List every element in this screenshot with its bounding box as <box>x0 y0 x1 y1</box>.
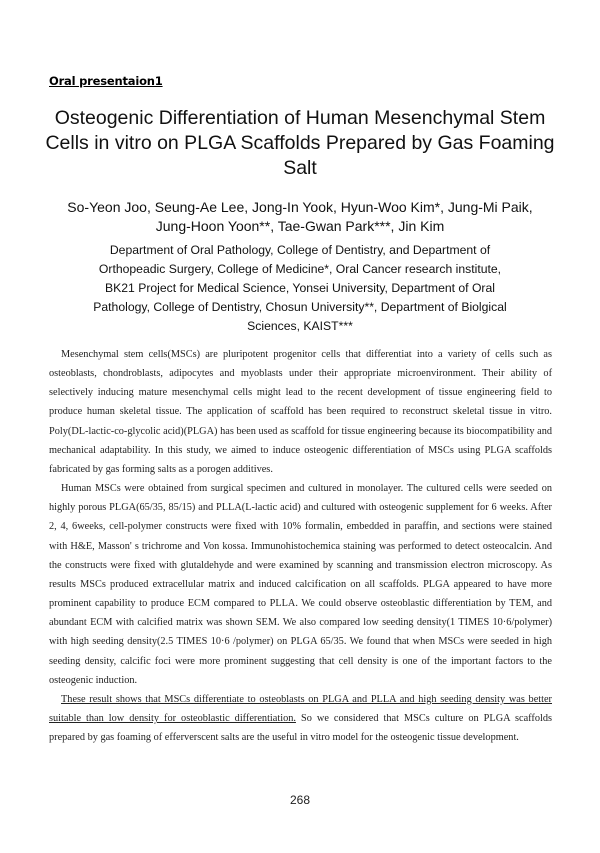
abstract-paragraph-2: Human MSCs were obtained from surgical specimen and cultured in monolayer. The cultured cells were seeded on highly porous PLGA(65/35, 85/15) and PLLA(L-lactic acid) and cultured with osteogenic supplement for 6 weeks. After 2, 4, 6weeks, cell-polymer constructs were fixed with 10% formalin, embedded in paraffin, and sections were stained with H&E, Masson' s trichrome and Von kossa. Immunohistochemica staining was performed to detect osteocalcin. And the constructs were fixed with glutaldehyde and were examined by scanning and transmission electron microscopy. As results MSCs produced extracellular matrix and induced calcification on all scaffolds. PLGA appeared to have more prominent capability to produce ECM compared to PLLA. We could observe osteoblastic differentiation by TEM, and abundant ECM with calcified matrix was shown SEM. We also compared low seeding density(1 TIMES 10·6/polymer) with high seeding density(2.5 TIMES 10·6 /polymer) on PLGA 65/35. We found that when MSCs were seeded in high seeding density, calcific foci were more prominent suggesting that cell density is one of the important factors to the osteogenic induction. <box>49 483 552 686</box>
affiliation-block: Department of Oral Pathology, College of Dentistry, and Department of Orthopeadic Surgery, College of Medicine*, Oral Cancer research institute, BK21 Project for Medical Science, Yonsei University, Department of Oral Pathology, College of Dentistry, Chosun University**, Department of Biolgical Sciences, KAIST*** <box>93 243 507 333</box>
abstract-paragraph-1: Mesenchymal stem cells(MSCs) are pluripotent progenitor cells that differentiat into a variety of cells such as osteoblasts, chondroblasts, adipocytes and myoblasts under their appropriate microenvironment. Their ability of selectively inducing mature mesenchymal cells might lead to the recent development of tissue engineering field to produce human skeletal tissue. The application of scaffold has been required to reconstruct skeletal tissue in vitro. Poly(DL-lactic-co-glycolic acid)(PLGA) has been used as scaffold for tissue engineering because its biocompatibility and mechanical adaptability. In this study, we aimed to induce osteogenic differentiation of MSCs using PLGA scaffolds fabricated by gas forming salts as a porogen additives. <box>49 349 552 475</box>
conclusion-highlight: These result shows that MSCs differentiate to osteoblasts on PLGA and PLLA and high seeding density was better suitable than low density for osteoblastic differentiation. <box>49 693 552 724</box>
author-list: So-Yeon Joo, Seung-Ae Lee, Jong-In Yook, Hyun-Woo Kim*, Jung-Mi Paik, Jung-Hoon Yoon**, Tae-Gwan Park***, Jin Kim <box>67 199 533 234</box>
page-number: 268 <box>289 793 311 807</box>
conclusion-rest: So we considered that MSCs culture on PLGA scaffolds prepared by gas foaming of efferverscent salts are the useful in vitro model for the osteogenic tissue development. <box>49 712 553 744</box>
abstract-body <box>49 345 552 747</box>
paper-title: Osteogenic Differentiation of Human Mesenchymal Stem Cells in vitro on PLGA Scaffolds Prepared by Gas Foaming Salt <box>45 107 555 179</box>
abstract-paragraph-3 <box>49 690 552 747</box>
section-label: Oral presentaion1 <box>49 74 163 88</box>
